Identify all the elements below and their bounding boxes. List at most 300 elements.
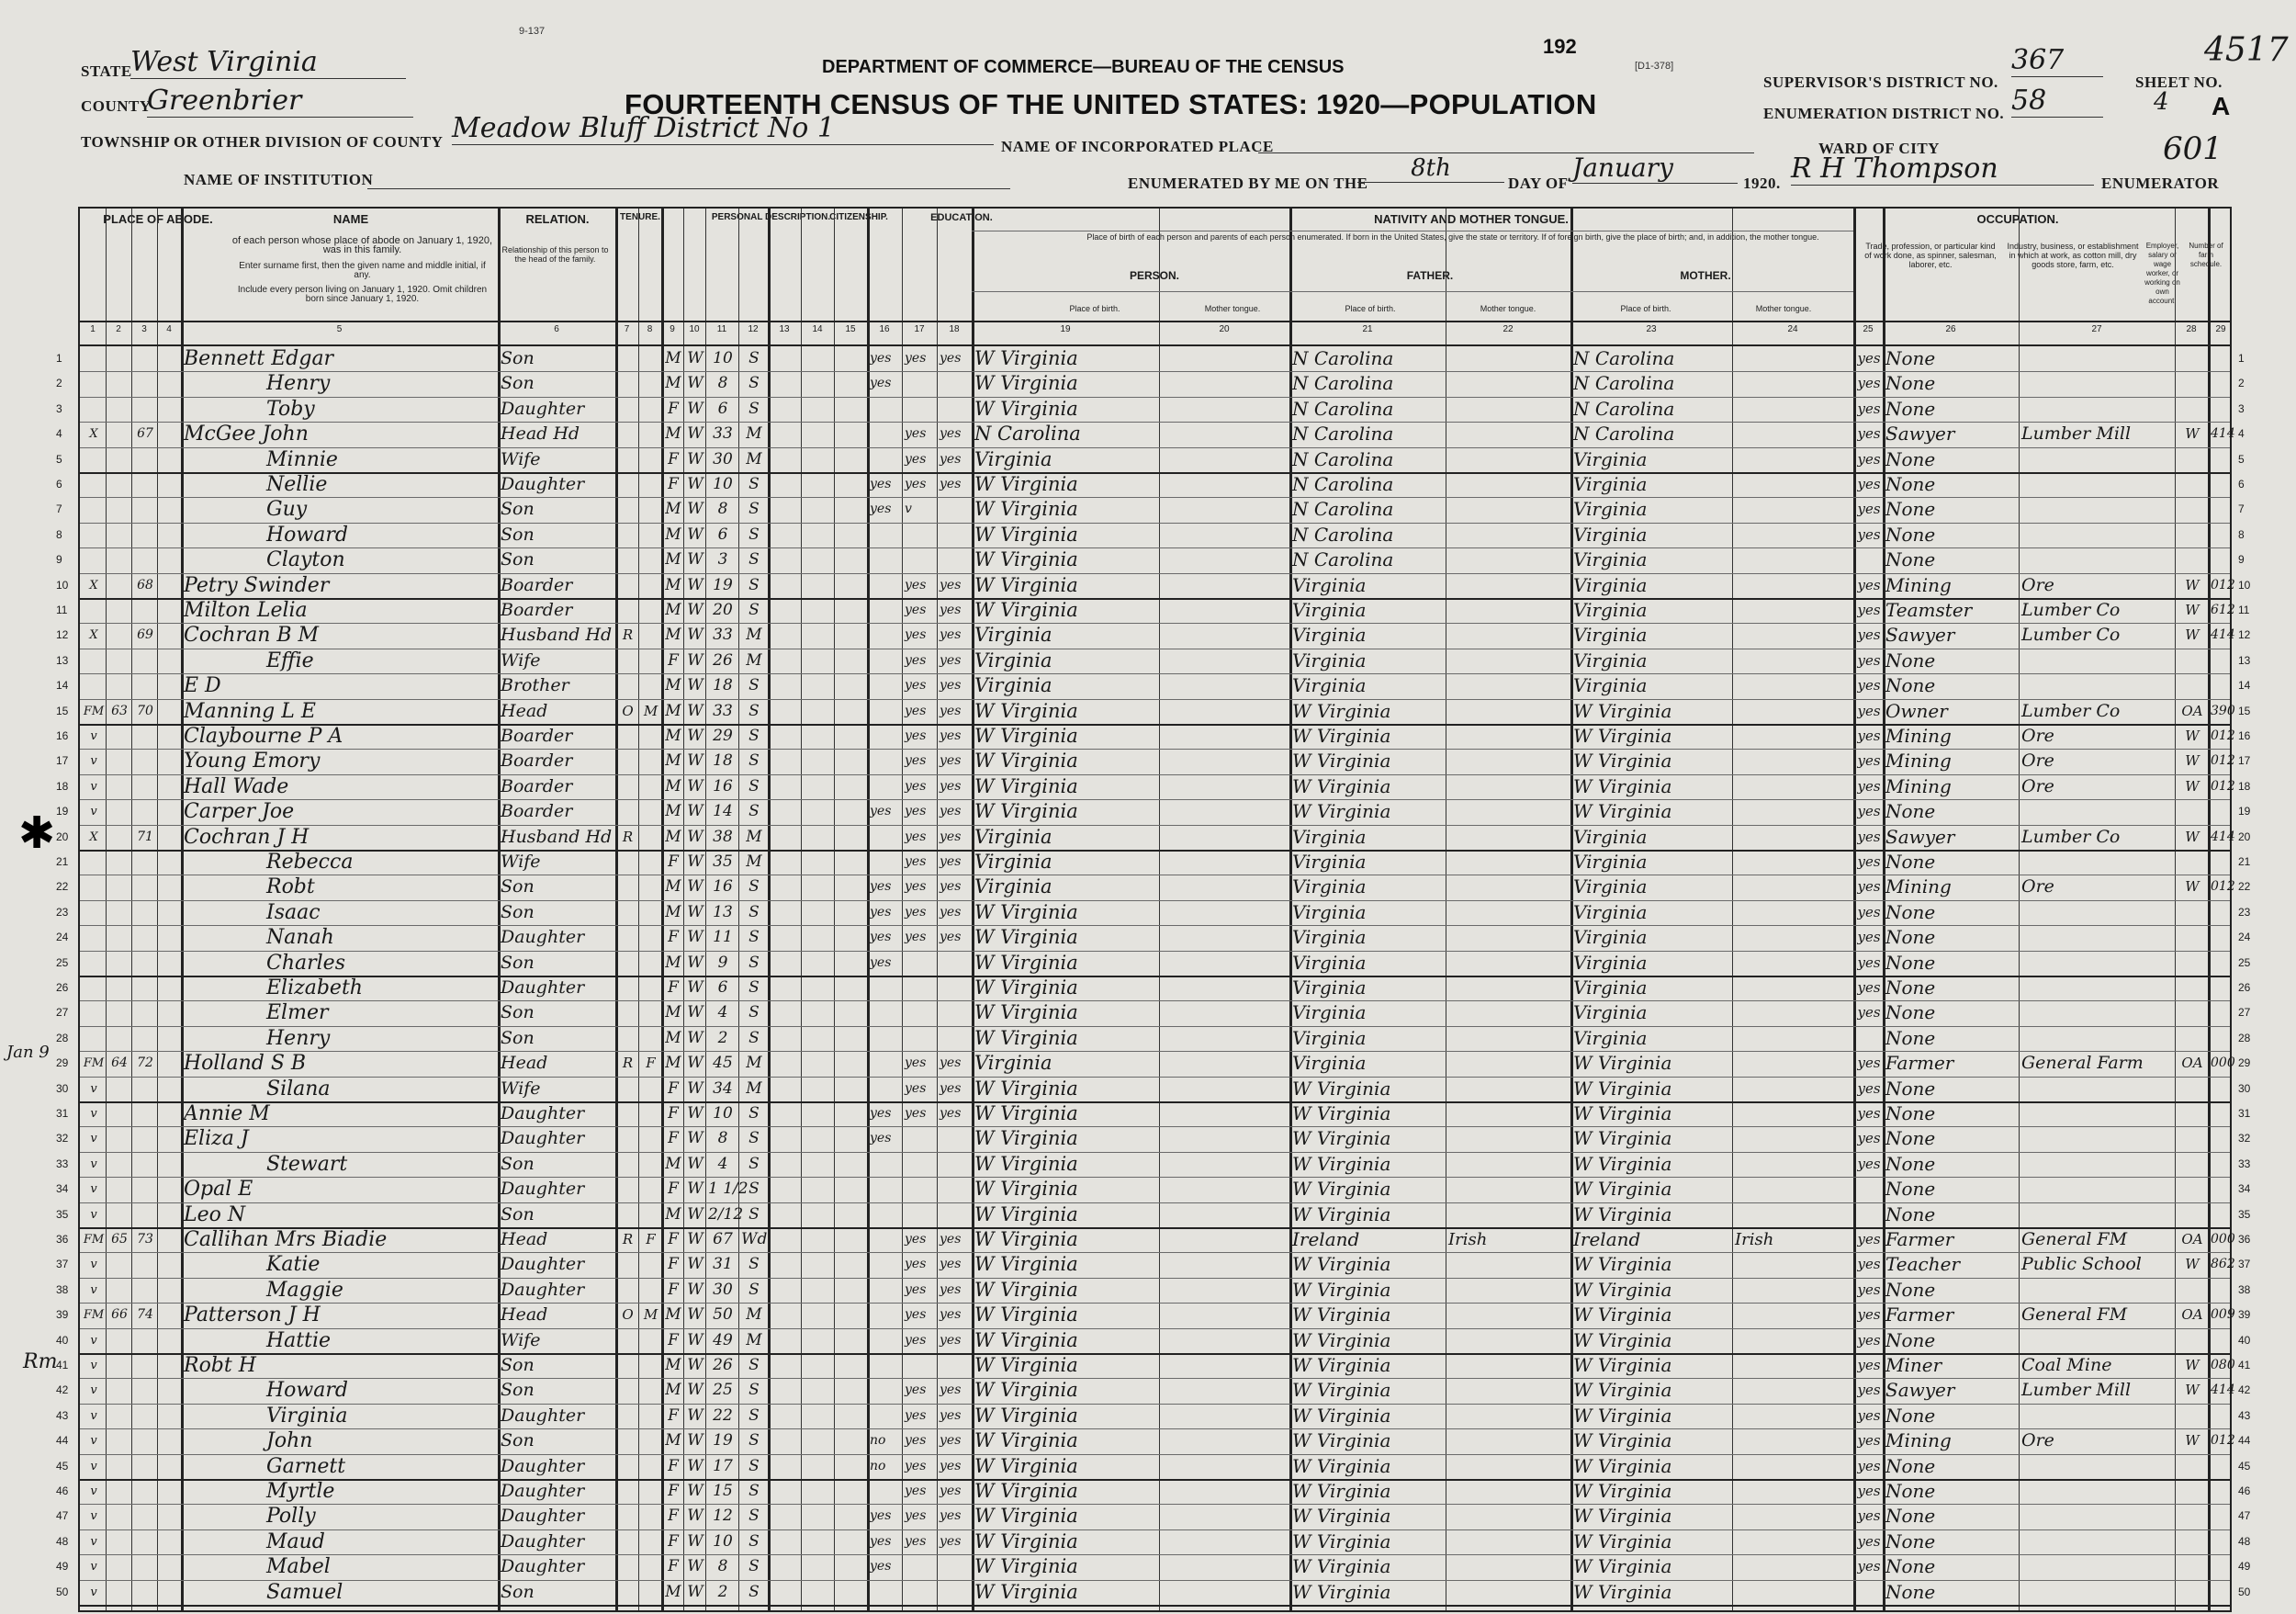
cell-mpob: W Virginia — [1573, 1152, 1672, 1175]
column-number: 23 — [1646, 324, 1657, 334]
cell-rel: Husband Hd — [501, 826, 613, 847]
cell-pob: W Virginia — [974, 599, 1078, 621]
cell-name: Howard — [266, 523, 348, 547]
cell-dw: 66 — [111, 1307, 128, 1323]
cell-ms: M — [746, 424, 762, 444]
cell-age: 10 — [713, 349, 733, 367]
line-number-left: 18 — [56, 779, 69, 793]
cell-mort: F — [646, 1231, 656, 1247]
cell-fpob: W Virginia — [1292, 750, 1391, 773]
cell-trade: Farmer — [1885, 1304, 1954, 1326]
cell-fpob: Virginia — [1292, 926, 1367, 949]
cell-trade: None — [1885, 1026, 1936, 1049]
cell-write: yes — [940, 703, 962, 718]
cell-name: Callihan Mrs Biadie — [184, 1228, 388, 1251]
cell-ind: Lumber Co — [2021, 826, 2121, 847]
cell-read: yes — [905, 778, 927, 794]
cell-name: Hattie — [266, 1328, 332, 1352]
cell-school: no — [870, 1433, 886, 1449]
group-name: NAME — [332, 212, 369, 226]
cell-cls: OA — [2181, 1055, 2203, 1072]
cell-eng: yes — [1857, 1130, 1881, 1147]
cell-name: Leo N — [184, 1202, 246, 1226]
cell-sex: M — [665, 1381, 681, 1400]
cell-eng: yes — [1857, 929, 1881, 946]
cell-fpob: W Virginia — [1292, 1178, 1391, 1201]
cell-ind: Ore — [2021, 751, 2054, 772]
cell-fpob: W Virginia — [1292, 1429, 1391, 1452]
table-row — [56, 1202, 2251, 1227]
cell-rel: Wife — [501, 1329, 541, 1350]
cell-read: yes — [905, 1080, 927, 1096]
cell-eng: yes — [1857, 576, 1881, 593]
cell-fam: 71 — [137, 829, 153, 844]
cell-pob: W Virginia — [974, 1001, 1078, 1024]
cell-age: 26 — [713, 650, 733, 670]
cell-write: yes — [940, 652, 962, 668]
cell-read: yes — [905, 804, 927, 819]
cell-race: W — [687, 827, 703, 846]
cell-name: E D — [184, 674, 221, 698]
cell-farm: 009 — [2211, 1307, 2235, 1323]
sheet-side: A — [2212, 92, 2231, 120]
line-number-left: 44 — [56, 1434, 69, 1448]
cell-name: Maud — [266, 1529, 325, 1553]
cell-race: W — [687, 1054, 703, 1073]
cell-sex: M — [665, 902, 681, 921]
cell-read: yes — [905, 1407, 927, 1423]
cell-age: 8 — [717, 374, 728, 393]
cell-read: yes — [905, 904, 927, 920]
cell-pob: Virginia — [974, 649, 1052, 672]
incorporated-place-label: NAME OF INCORPORATED PLACE — [1001, 138, 1274, 155]
header-rule — [80, 321, 2230, 322]
cell-race: W — [687, 1531, 703, 1551]
cell-rel: Daughter — [501, 1128, 585, 1149]
cell-eng: yes — [1857, 828, 1881, 845]
cell-read: yes — [905, 627, 927, 643]
cell-race: W — [687, 374, 703, 393]
cell-farm: 414 — [2211, 1383, 2235, 1398]
group-education: EDUCATION. — [930, 212, 993, 223]
cell-pob: W Virginia — [974, 1429, 1078, 1452]
cell-name: Petry Swinder — [184, 573, 330, 597]
cell-trade: Sawyer — [1885, 1379, 1955, 1402]
form-code: [D1-378] — [1635, 61, 1674, 72]
cell-eng: yes — [1857, 677, 1881, 694]
cell-name: Nanah — [266, 926, 334, 950]
cell-ms: S — [748, 978, 760, 997]
table-row — [56, 673, 2251, 698]
cell-fpob: Virginia — [1292, 951, 1367, 974]
cell-pob: W Virginia — [974, 1404, 1078, 1427]
cell-fpob: W Virginia — [1292, 1555, 1391, 1578]
cell-eng: yes — [1857, 400, 1881, 417]
cell-trade: Sawyer — [1885, 624, 1955, 647]
enumeration-value: 58 — [2011, 85, 2103, 118]
cell-age: 2/12 — [708, 1204, 744, 1224]
occupation-class-head: Employer, salary or wage worker, or working on own account. — [2144, 242, 2180, 305]
cell-age: 34 — [713, 1078, 733, 1098]
cell-fam: 74 — [137, 1307, 153, 1323]
cell-ms: S — [748, 1280, 760, 1299]
cell-ms: S — [748, 751, 760, 771]
group-tenure: TENURE. — [620, 212, 660, 222]
cell-race: W — [687, 852, 703, 871]
cell-ms: S — [748, 1154, 760, 1173]
cell-sex: M — [665, 701, 681, 720]
cell-name: Cochran B M — [184, 624, 320, 648]
cell-race: W — [687, 550, 703, 570]
cell-name: Nellie — [266, 473, 328, 496]
cell-write: yes — [940, 930, 962, 945]
line-number-right: 10 — [2238, 578, 2251, 592]
cell-name: Isaac — [266, 900, 321, 924]
cell-school: yes — [870, 930, 892, 945]
cell-race: W — [687, 475, 703, 493]
cell-mpob: Virginia — [1573, 1001, 1648, 1024]
cell-eng: yes — [1857, 425, 1881, 443]
line-number-left: 11 — [56, 604, 68, 616]
cell-age: 22 — [713, 1405, 733, 1425]
cell-tick: v — [90, 1434, 97, 1449]
line-number-right: 13 — [2238, 653, 2251, 667]
cell-fpob: Virginia — [1292, 825, 1367, 848]
cell-ind: General FM — [2021, 1304, 2128, 1326]
cell-fpob: Virginia — [1292, 649, 1367, 672]
line-number-right: 14 — [2238, 679, 2251, 693]
cell-name: Milton Lelia — [184, 599, 308, 622]
cell-write: yes — [940, 1533, 962, 1549]
line-number-right: 18 — [2238, 779, 2251, 793]
cell-mpob: Virginia — [1573, 1026, 1648, 1049]
cell-mpob: Virginia — [1573, 951, 1648, 974]
cell-read: yes — [905, 1332, 927, 1348]
cell-race: W — [687, 1557, 703, 1576]
cell-mpob: N Carolina — [1573, 397, 1675, 420]
cell-ind: Ore — [2021, 726, 2054, 746]
cell-school: yes — [870, 904, 892, 920]
cell-rel: Head — [501, 700, 548, 721]
cell-ms: S — [748, 701, 760, 720]
line-number-right: 37 — [2238, 1258, 2251, 1271]
enumeration-label: ENUMERATION DISTRICT NO. — [1763, 105, 2005, 122]
cell-ms: S — [748, 525, 760, 544]
cell-rel: Wife — [501, 852, 541, 872]
cell-tick: v — [90, 1459, 97, 1473]
cell-sex: F — [668, 928, 679, 947]
cell-pob: W Virginia — [974, 1580, 1078, 1603]
occupation-industry-head: Industry, business, or establishment in which at work, as cotton mill, dry goods store, farm, etc. — [2007, 242, 2139, 269]
cell-fpob: Virginia — [1292, 674, 1367, 697]
cell-trade: None — [1885, 523, 1936, 546]
cell-ftongue: Irish — [1448, 1230, 1488, 1249]
table-row — [56, 1177, 2251, 1202]
cell-sex: M — [665, 1154, 681, 1173]
line-number-left: 12 — [56, 628, 69, 642]
cell-fpob: W Virginia — [1292, 1529, 1391, 1552]
line-number-left: 24 — [56, 931, 69, 944]
cell-tick: v — [90, 1484, 97, 1498]
cell-write: yes — [940, 1433, 962, 1449]
cell-name: Hall Wade — [184, 774, 289, 798]
table-row — [56, 1252, 2251, 1277]
table-row — [56, 422, 2245, 446]
cell-own: R — [622, 1231, 634, 1247]
line-number-left: 8 — [56, 527, 62, 541]
line-number-left: 41 — [56, 1359, 69, 1371]
cell-name: Rebecca — [266, 851, 354, 874]
cell-read: yes — [905, 1484, 927, 1498]
cell-write: yes — [940, 477, 962, 491]
cell-trade: Mining — [1885, 573, 1952, 596]
cell-pob: W Virginia — [974, 1354, 1078, 1376]
line-number-right: 11 — [2238, 604, 2250, 616]
column-number: 17 — [914, 324, 925, 334]
cell-fpob: W Virginia — [1292, 1328, 1391, 1351]
cell-pob: W Virginia — [974, 1178, 1078, 1201]
cell-write: yes — [940, 1332, 962, 1348]
cell-tick: X — [89, 830, 98, 844]
cell-fpob: Virginia — [1292, 976, 1367, 999]
cell-fpob: N Carolina — [1292, 397, 1394, 420]
cell-name: Samuel — [266, 1580, 343, 1604]
cell-school: yes — [870, 1131, 892, 1146]
cell-sex: M — [665, 1204, 681, 1224]
cell-write: yes — [940, 351, 962, 366]
cell-ind: Public School — [2021, 1254, 2142, 1275]
cell-fpob: W Virginia — [1292, 1379, 1391, 1402]
cell-tick: v — [90, 1408, 97, 1423]
cell-name: Minnie — [266, 447, 338, 471]
line-number-left: 34 — [56, 1182, 69, 1196]
cell-sex: F — [668, 650, 679, 670]
cell-sex: F — [668, 1507, 679, 1526]
table-row — [56, 1051, 2251, 1076]
census-table — [6, 207, 2251, 1612]
cell-rel: Daughter — [501, 1530, 585, 1552]
cell-write: yes — [940, 829, 962, 844]
cell-cls: W — [2185, 752, 2200, 770]
cell-ind: Lumber Co — [2021, 625, 2121, 646]
cell-mpob: W Virginia — [1573, 1379, 1672, 1402]
cell-rel: Wife — [501, 448, 541, 469]
county-label: COUNTY — [81, 97, 152, 115]
cell-fpob: W Virginia — [1292, 725, 1391, 747]
cell-age: 17 — [713, 1456, 733, 1475]
cell-fpob: N Carolina — [1292, 473, 1394, 495]
cell-cls: W — [2185, 1382, 2200, 1399]
enumerated-day: 8th — [1357, 154, 1504, 183]
cell-trade: None — [1885, 372, 1936, 395]
cell-eng: yes — [1857, 954, 1881, 971]
cell-pob: W Virginia — [974, 1278, 1078, 1301]
sheet-label: SHEET NO. — [2135, 73, 2223, 91]
cell-read: yes — [905, 577, 927, 593]
cell-rel: Son — [501, 952, 535, 973]
table-row — [56, 573, 2251, 598]
cell-fpob: W Virginia — [1292, 1102, 1391, 1124]
cell-eng: yes — [1857, 602, 1881, 618]
enumerated-month: January — [1572, 152, 1738, 184]
cell-rel: Son — [501, 1430, 535, 1451]
cell-ms: M — [746, 827, 762, 846]
cell-ms: S — [748, 1356, 760, 1374]
cell-fpob: W Virginia — [1292, 1152, 1391, 1175]
line-number-right: 15 — [2238, 704, 2251, 717]
cell-ms: S — [748, 1582, 760, 1601]
cell-ind: Lumber Co — [2021, 600, 2121, 620]
cell-tick: v — [90, 1359, 97, 1372]
cell-pob: W Virginia — [974, 1505, 1078, 1528]
column-number: 29 — [2215, 324, 2226, 334]
cell-ind: Ore — [2021, 1430, 2054, 1451]
cell-sex: F — [668, 1482, 679, 1500]
cell-write: yes — [940, 1458, 962, 1473]
institution-line — [367, 188, 1010, 189]
cell-fpob: W Virginia — [1292, 1580, 1391, 1603]
cell-ms: S — [748, 1003, 760, 1022]
column-number: 7 — [624, 324, 630, 334]
cell-age: 2 — [717, 1028, 728, 1047]
cell-trade: Mining — [1885, 875, 1952, 898]
cell-pob: W Virginia — [974, 1127, 1078, 1150]
cell-fpob: Virginia — [1292, 1026, 1367, 1049]
person-label: PERSON. — [1129, 269, 1179, 282]
cell-tick: v — [90, 1560, 97, 1574]
table-row — [56, 1000, 2251, 1025]
cell-age: 45 — [713, 1054, 733, 1073]
form-number: 9-137 — [519, 26, 546, 37]
cell-sex: M — [665, 1431, 681, 1450]
cell-name: Young Emory — [184, 750, 321, 773]
cell-read: yes — [905, 1232, 927, 1247]
cell-write: yes — [940, 1307, 962, 1323]
cell-pob: W Virginia — [974, 1379, 1078, 1402]
cell-mpob: Virginia — [1573, 624, 1648, 647]
cell-race: W — [687, 1330, 703, 1349]
line-number-right: 35 — [2238, 1207, 2251, 1221]
cell-mpob: N Carolina — [1573, 423, 1675, 446]
cell-race: W — [687, 676, 703, 695]
cell-race: W — [687, 928, 703, 947]
cell-rel: Daughter — [501, 1179, 585, 1200]
cell-ms: S — [748, 1531, 760, 1551]
cell-ms: S — [748, 1507, 760, 1526]
cell-eng: yes — [1857, 1306, 1881, 1324]
cell-pob: Virginia — [974, 447, 1052, 470]
cell-tick: v — [90, 1107, 97, 1121]
person-pob-head: Place of birth. — [1069, 304, 1120, 313]
cell-pob: W Virginia — [974, 1555, 1078, 1578]
father-tongue-head: Mother tongue. — [1480, 304, 1536, 313]
cell-sex: M — [665, 877, 681, 897]
cell-write: yes — [940, 1508, 962, 1524]
cell-race: W — [687, 751, 703, 771]
cell-pob: W Virginia — [974, 1454, 1078, 1477]
cell-read: yes — [905, 477, 927, 491]
cell-eng: yes — [1857, 375, 1881, 392]
cell-rel: Daughter — [501, 1405, 585, 1426]
line-number-right: 17 — [2238, 754, 2251, 768]
cell-race: W — [687, 1255, 703, 1274]
cell-cls: W — [2185, 1357, 2200, 1373]
mother-tongue-head: Mother tongue. — [1755, 304, 1812, 313]
cell-trade: None — [1885, 1077, 1936, 1100]
cell-ms: M — [746, 1054, 762, 1073]
cell-rel: Daughter — [501, 1506, 585, 1527]
cell-name: Toby — [266, 397, 315, 421]
cell-write: yes — [940, 1484, 962, 1498]
cell-read: yes — [905, 1533, 927, 1549]
name-desc-3: Include every person living on January 1, 1920. Omit children born since January 1, 1920. — [237, 285, 488, 304]
cell-fpob: W Virginia — [1292, 1304, 1391, 1326]
line-number-left: 4 — [56, 427, 62, 441]
cell-race: W — [687, 1179, 703, 1199]
cell-sex: F — [668, 1456, 679, 1475]
cell-age: 8 — [717, 1557, 728, 1576]
cell-tick: X — [89, 427, 98, 442]
cell-race: W — [687, 575, 703, 594]
cell-sex: F — [668, 1129, 679, 1148]
cell-age: 30 — [713, 1280, 733, 1299]
table-row — [56, 774, 2251, 799]
cell-cls: W — [2185, 828, 2200, 845]
cell-ms: S — [748, 1179, 760, 1199]
cell-school: yes — [870, 502, 892, 517]
table-row — [56, 1126, 2251, 1151]
cell-farm: 012 — [2211, 728, 2235, 743]
cell-fpob: W Virginia — [1292, 1077, 1391, 1100]
cell-mpob: W Virginia — [1573, 1328, 1672, 1351]
cell-trade: None — [1885, 1580, 1936, 1603]
cell-read: yes — [905, 652, 927, 668]
cell-trade: None — [1885, 649, 1936, 672]
cell-name: Howard — [266, 1379, 348, 1403]
table-row — [56, 598, 2250, 623]
township-value: Meadow Bluff District No 1 — [452, 112, 994, 145]
cell-name: Cochran J H — [184, 825, 310, 849]
cell-race: W — [687, 1305, 703, 1325]
line-number-right: 2 — [2238, 377, 2245, 390]
line-number-left: 37 — [56, 1258, 69, 1271]
cell-read: yes — [905, 351, 927, 366]
cell-mpob: Virginia — [1573, 825, 1648, 848]
line-number-left: 13 — [56, 653, 69, 667]
cell-ms: M — [746, 852, 762, 871]
cell-sex: F — [668, 1531, 679, 1551]
cell-write: yes — [940, 804, 962, 819]
cell-pob: W Virginia — [974, 951, 1078, 974]
table-row — [56, 1353, 2251, 1378]
cell-race: W — [687, 1582, 703, 1601]
year: 1920. — [1743, 175, 1781, 192]
cell-fpob: W Virginia — [1292, 1480, 1391, 1502]
cell-eng: yes — [1857, 1406, 1881, 1424]
line-number-right: 48 — [2238, 1534, 2251, 1548]
cell-sex: F — [668, 1405, 679, 1425]
cell-eng: yes — [1857, 1105, 1881, 1122]
cell-eng: yes — [1857, 501, 1881, 518]
cell-school: yes — [870, 351, 892, 366]
line-number-right: 4 — [2238, 427, 2245, 441]
cell-cls: W — [2185, 878, 2200, 896]
column-number: 9 — [670, 324, 675, 334]
cell-eng: yes — [1857, 1079, 1881, 1097]
cell-cls: W — [2185, 1256, 2200, 1273]
group-relation: RELATION. — [525, 212, 590, 226]
cell-race: W — [687, 902, 703, 921]
